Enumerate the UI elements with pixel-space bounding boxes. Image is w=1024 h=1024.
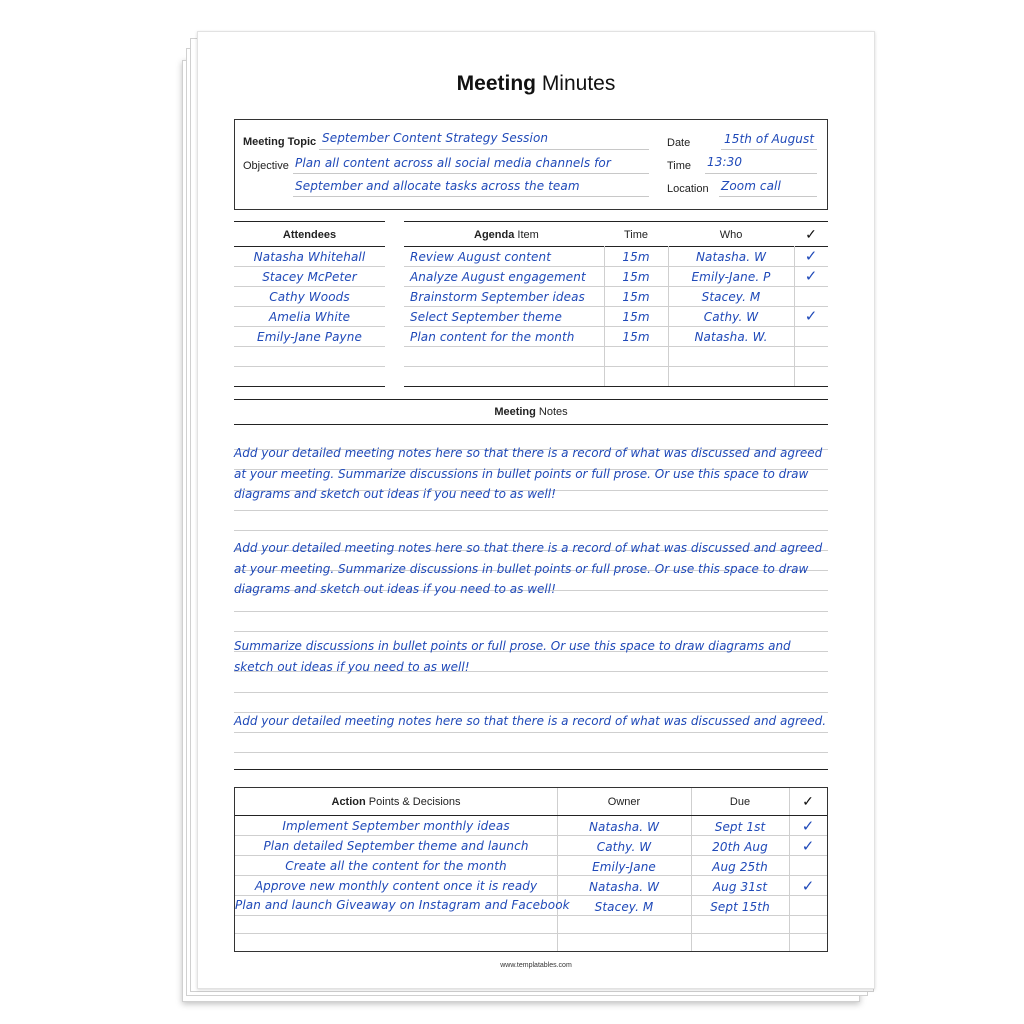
notes-bottom-border [234,769,828,770]
location-underline [719,196,817,197]
action-due: 20th Aug [712,840,768,854]
agenda-who: Natasha. W [695,250,767,264]
attendee-name: Stacey McPeter [262,270,357,284]
attendee-name: Natasha Whitehall [253,250,366,264]
agenda-time: 15m [622,270,650,284]
agenda-check-header: ✓ [805,226,817,242]
location-value: Zoom call [721,179,781,193]
time-underline [705,173,817,174]
agenda-done-check: ✓ [804,248,818,265]
actions-due-header: Due [729,796,751,808]
agenda-who: Emily-Jane. P [691,270,771,284]
agenda-done-check: ✓ [804,308,818,325]
action-owner: Stacey. M [594,900,654,914]
attendee-name: Amelia White [268,310,351,324]
action-owner: Natasha. W [588,820,660,834]
action-due: Sept 15th [710,900,770,914]
actions-owner-header: Owner [607,796,641,808]
objective-line-2: September and allocate tasks across the team [295,179,580,193]
objective-underline-2 [293,196,649,197]
agenda-table [404,221,828,388]
action-done-check: ✓ [801,838,815,855]
action-item: Approve new monthly content once it is ready [254,879,538,893]
attendees-table [234,221,385,388]
meeting-info-box [234,119,828,210]
agenda-time: 15m [622,290,650,304]
action-item: Plan detailed September theme and launch [263,839,529,853]
action-item: Create all the content for the month [285,859,507,873]
notes-paragraph: Summarize discussions in bullet points or full prose. Or use this space to draw diagrams and sketch out ideas if you need to as well! [234,639,791,674]
action-owner: Cathy. W [596,840,652,854]
agenda-time: 15m [622,330,650,344]
agenda-item: Review August content [410,250,552,264]
notes-paragraph: Add your detailed meeting notes here so that there is a record of what was discussed and agreed. [234,714,827,728]
page-title: Meeting Minutes [456,72,616,95]
agenda-item: Analyze August engagement [410,270,586,284]
time-label: Time [667,160,692,172]
agenda-who: Natasha. W. [694,330,768,344]
agenda-time-header: Time [623,229,649,241]
attendees-header: Attendees [282,229,337,241]
objective-underline-1 [293,173,649,174]
actions-header: Action Points & Decisions [331,796,461,808]
date-label: Date [667,137,691,149]
action-points-table [234,787,828,952]
notes-paragraph: Add your detailed meeting notes here so that there is a record of what was discussed and agreed at your meeting. Summarize discussions in bullet points or full prose. Or use this space to draw diagrams and sketch out ideas if you need to as well! [234,446,823,502]
notes-top-border [234,399,828,400]
agenda-time: 15m [622,250,650,264]
agenda-who-header: Who [719,229,743,241]
agenda-done-check: ✓ [804,268,818,285]
date-underline [721,149,817,150]
agenda-item: Select September theme [410,310,562,324]
topic-value: September Content Strategy Session [322,131,549,145]
agenda-item: Brainstorm September ideas [410,290,585,304]
action-done-check: ✓ [801,878,815,895]
time-value: 13:30 [707,155,743,169]
meeting-minutes-page [197,31,875,989]
objective-line-1: Plan all content across all social media channels for [295,156,611,170]
agenda-who: Stacey. M [701,290,761,304]
location-label: Location [667,183,709,195]
agenda-time: 15m [622,310,650,324]
attendee-name: Cathy Woods [269,290,350,304]
action-done-check: ✓ [801,818,815,835]
attendee-name: Emily-Jane Payne [257,330,362,344]
agenda-who: Cathy. W [703,310,759,324]
notes-header-border [234,424,828,425]
action-due: Aug 25th [712,860,768,874]
agenda-item: Plan content for the month [410,330,575,344]
objective-label: Objective [243,160,289,172]
action-item: Plan and launch Giveaway on Instagram and Facebook [235,898,570,912]
notes-header: Meeting Notes [494,406,568,418]
action-owner: Emily-Jane [592,860,656,874]
footer-url: www.templatables.com [500,962,572,969]
action-due: Aug 31st [712,880,768,894]
topic-label: Meeting Topic [243,136,317,148]
actions-check-header: ✓ [802,793,814,809]
action-item: Implement September monthly ideas [282,819,510,833]
agenda-header: Agenda Item [474,229,539,241]
action-due: Sept 1st [714,820,766,834]
topic-underline [319,149,649,150]
date-value: 15th of August [724,132,815,146]
notes-paragraph: Add your detailed meeting notes here so that there is a record of what was discussed and agreed at your meeting. Summarize discussions in bullet points or full prose. Or use this space to draw diagrams and sketch out ideas if you need to as well! [234,541,823,597]
action-owner: Natasha. W [588,880,660,894]
